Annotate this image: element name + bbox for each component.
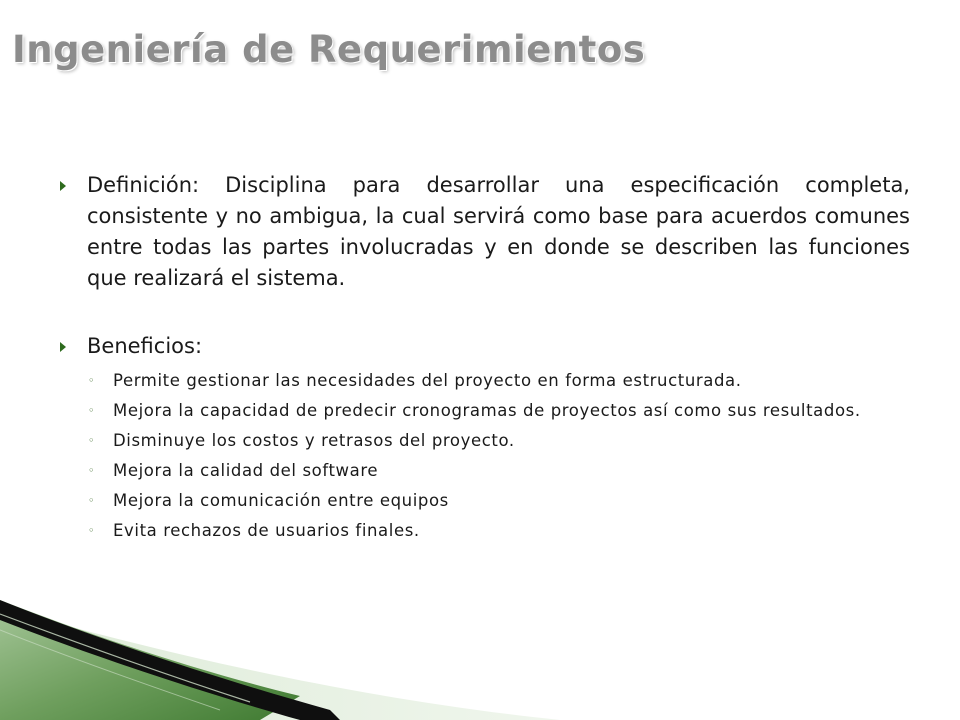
bullet-beneficios	[60, 331, 910, 362]
list-item-text: Mejora la calidad del software	[113, 461, 379, 480]
circle-outline-icon: ◦	[88, 374, 96, 387]
list-item-text: Mejora la comunicación entre equipos	[113, 491, 449, 510]
circle-outline-icon: ◦	[88, 494, 96, 507]
circle-outline-icon: ◦	[88, 464, 96, 477]
bullet-definition	[60, 170, 910, 294]
slide-title: Ingeniería de Requerimientos	[12, 28, 646, 71]
list-item	[60, 460, 910, 482]
circle-outline-icon: ◦	[88, 434, 96, 447]
triangle-right-icon	[60, 342, 66, 352]
list-item	[60, 490, 910, 512]
list-item	[60, 520, 910, 542]
bullet-beneficios-text: Beneficios:	[87, 334, 203, 358]
beneficios-list	[60, 370, 910, 542]
list-item-text: Permite gestionar las necesidades del proyecto en forma estructurada.	[113, 371, 742, 390]
decorative-swoosh	[0, 600, 560, 720]
list-item-text: Mejora la capacidad de predecir cronogramas de proyectos así como sus resultados.	[113, 401, 861, 420]
circle-outline-icon: ◦	[88, 524, 96, 537]
slide-content	[60, 170, 910, 550]
list-item-text: Evita rechazos de usuarios finales.	[113, 521, 420, 540]
triangle-right-icon	[60, 181, 66, 191]
list-item-text: Disminuye los costos y retrasos del proyecto.	[113, 431, 515, 450]
list-item	[60, 370, 910, 392]
circle-outline-icon: ◦	[88, 404, 96, 417]
list-item	[60, 400, 910, 422]
bullet-definition-text: Definición: Disciplina para desarrollar una especificación completa, consistente y no ambigua, la cual servirá como base para acuerdos comunes entre todas las partes involucradas y en donde se describen las funciones que realizará el sistema.	[87, 173, 910, 290]
list-item	[60, 430, 910, 452]
